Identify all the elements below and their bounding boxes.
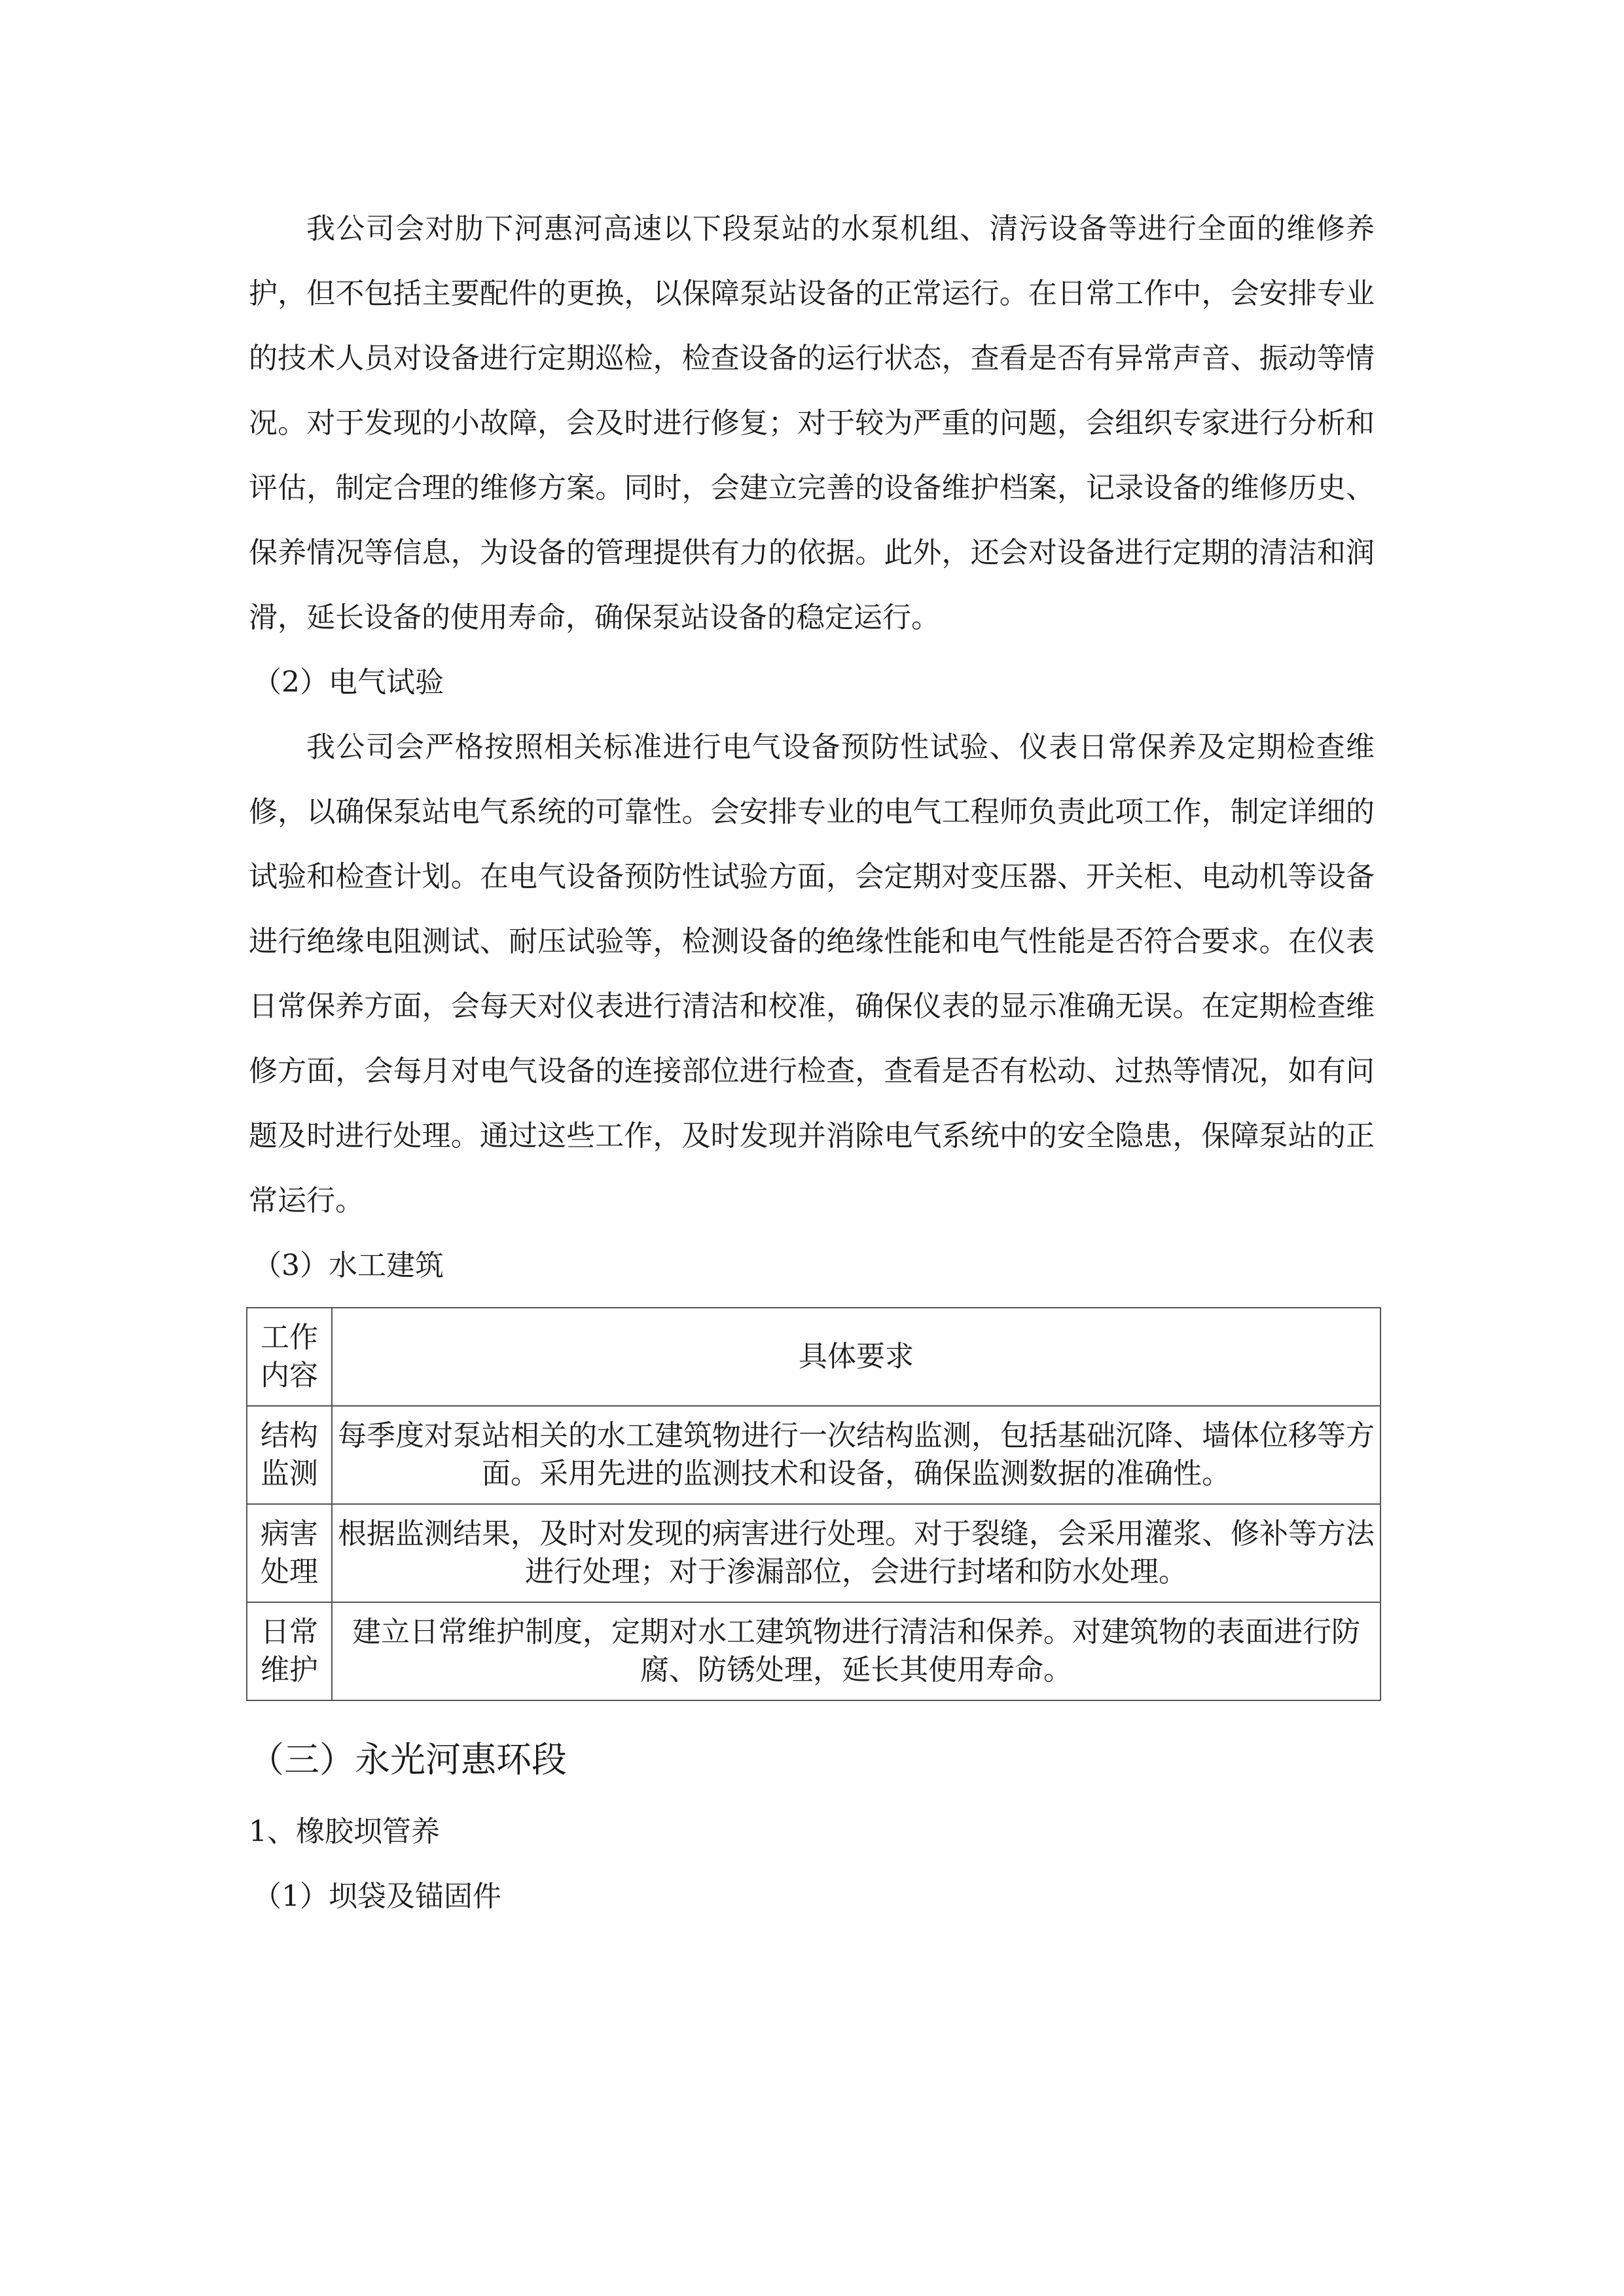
paragraph-pump-maintenance: 我公司会对肋下河惠河高速以下段泵站的水泵机组、清污设备等进行全面的维修养护，但不包括主要配件的更换，以保障泵站设备的正常运行。在日常工作中，会安排专业的技术人员对设备进行定期巡检，检查设备的运行状态，查看是否有异常声音、振动等情况。对于发现的小故障，会及时进行修复；对于较为严重的问题，会组织专家进行分析和评估，制定合理的维修方案。同时，会建立完善的设备维护档案，记录设备的维修历史、保养情况等信息，为设备的管理提供有力的依据。此外，还会对设备进行定期的清洁和润滑，延长设备的使用寿命，确保泵站设备的稳定运行。 <box>249 212 1375 634</box>
table-row <box>247 1406 1380 1504</box>
row-requirement: 建立日常维护制度，定期对水工建筑物进行清洁和保养。对建筑物的表面进行防腐、防锈处理，延长其使用寿命。 <box>332 1602 1380 1700</box>
heading-electrical-test: （2）电气试验 <box>253 666 444 699</box>
header-work-content: 工作内容 <box>247 1308 332 1406</box>
table-row <box>247 1602 1380 1700</box>
subsection-rubber-dam: 1、橡胶坝管养 <box>249 1815 440 1848</box>
requirements-table <box>246 1307 1381 1701</box>
subsection-dam-bag-anchors: （1）坝袋及锚固件 <box>253 1880 501 1913</box>
row-requirement: 根据监测结果，及时对发现的病害进行处理。对于裂缝，会采用灌浆、修补等方法进行处理；对于渗漏部位，会进行封堵和防水处理。 <box>332 1504 1380 1602</box>
row-item: 结构监测 <box>247 1406 332 1504</box>
row-item: 日常维护 <box>247 1602 332 1700</box>
row-item: 病害处理 <box>247 1504 332 1602</box>
heading-hydraulic-structures: （3）水工建筑 <box>253 1249 444 1282</box>
header-requirements: 具体要求 <box>332 1308 1380 1406</box>
table-row <box>247 1504 1380 1602</box>
table-header-row <box>247 1308 1380 1406</box>
row-requirement: 每季度对泵站相关的水工建筑物进行一次结构监测，包括基础沉降、墙体位移等方面。采用先进的监测技术和设备，确保监测数据的准确性。 <box>332 1406 1380 1504</box>
section-title: （三）永光河惠环段 <box>249 1739 567 1780</box>
paragraph-electrical-test: 我公司会严格按照相关标准进行电气设备预防性试验、仪表日常保养及定期检查维修，以确保泵站电气系统的可靠性。会安排专业的电气工程师负责此项工作，制定详细的试验和检查计划。在电气设备预防性试验方面，会定期对变压器、开关柜、电动机等设备进行绝缘电阻测试、耐压试验等，检测设备的绝缘性能和电气性能是否符合要求。在仪表日常保养方面，会每天对仪表进行清洁和校准，确保仪表的显示准确无误。在定期检查维修方面，会每月对电气设备的连接部位进行检查，查看是否有松动、过热等情况，如有问题及时进行处理。通过这些工作，及时发现并消除电气系统中的安全隐患，保障泵站的正常运行。 <box>249 730 1375 1217</box>
page-content <box>249 196 1375 1929</box>
